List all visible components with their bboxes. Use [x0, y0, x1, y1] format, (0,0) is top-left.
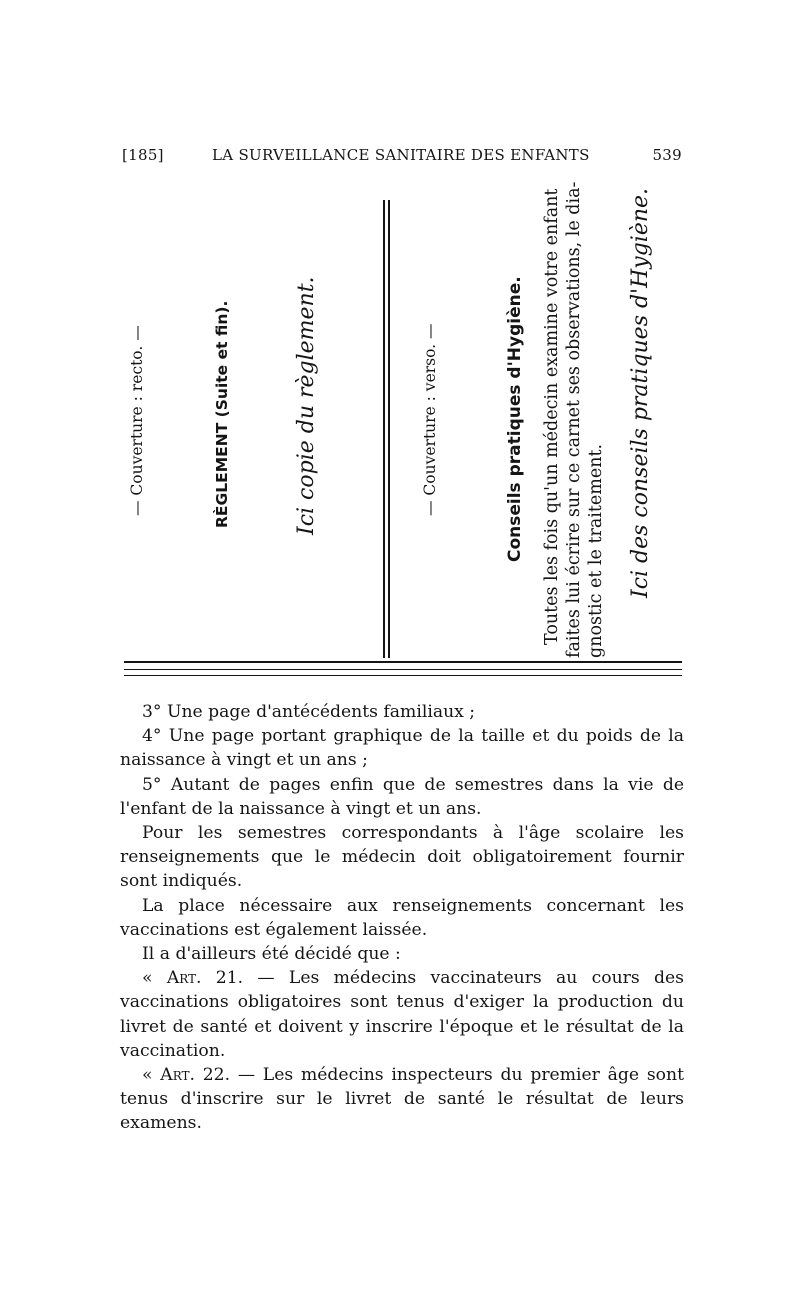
table-bottom-rule-1: [124, 661, 682, 663]
page-bracket-number: [185]: [122, 146, 164, 164]
conseils-line-3: gnostic et le traitement.: [586, 443, 606, 658]
couverture-verso-label: — Couverture : verso. —: [421, 323, 439, 516]
conseils-heading: Conseils pratiques d'Hygiène.: [505, 276, 525, 562]
paragraph-3: 3° Une page d'antécédents familiaux ;: [142, 702, 476, 722]
copie-reglement-label: Ici copie du règlement.: [294, 276, 319, 535]
table-bottom-rule-2: [124, 669, 682, 670]
paragraph-4: 4° Une page portant graphique de la taille et du poids de la naissance à vingt et un ans ;: [120, 726, 684, 771]
article-22-ref: Art. 22.: [160, 1065, 231, 1086]
double-rule-left: [383, 200, 385, 658]
double-rule-right: [388, 200, 390, 658]
running-title: LA SURVEILLANCE SANITAIRE DES ENFANTS: [212, 146, 590, 164]
conseils-line-1: Toutes les fois qu'un médecin examine votre enfant: [542, 188, 562, 645]
paragraph-5: 5° Autant de pages enfin que de semestres dans la vie de l'enfant de la naissance à vingt et un ans.: [120, 774, 684, 819]
article-21-ref: Art. 21.: [166, 968, 244, 989]
table-bottom-rule-3: [124, 675, 682, 676]
conseils-ici-label: Ici des conseils pratiques d'Hygiène.: [628, 187, 653, 598]
paragraph-art-22: « Art. 22. — Les médecins inspecteurs du premier âge sont tenus d'inscrire sur le livret de santé le résultat de leurs examens.: [120, 1065, 684, 1134]
reglement-heading: RÈGLEMENT (Suite et fin).: [213, 300, 231, 528]
paragraph-semestres: Pour les semestres correspondants à l'âge scolaire les renseignements que le médecin doit obligatoirement fournir sont indiqués.: [120, 823, 684, 892]
running-header: [122, 146, 682, 170]
page-number: 539: [652, 146, 682, 164]
paragraph-decide: Il a d'ailleurs été décidé que :: [142, 944, 401, 965]
body-text: [120, 700, 684, 1136]
paragraph-vaccinations: La place nécessaire aux renseignements concernant les vaccinations est également laissée.: [120, 895, 684, 940]
couverture-recto-label: — Couverture : recto. —: [128, 325, 146, 516]
conseils-line-2: faites lui écrire sur ce carnet ses observations, le dia-: [564, 181, 584, 658]
paragraph-art-21: « Art. 21. — Les médecins vaccinateurs au cours des vaccinations obligatoires sont tenus d'exiger la production du livret de santé et doivent y inscrire l'époque et le résultat de la vaccination.: [120, 968, 684, 1061]
